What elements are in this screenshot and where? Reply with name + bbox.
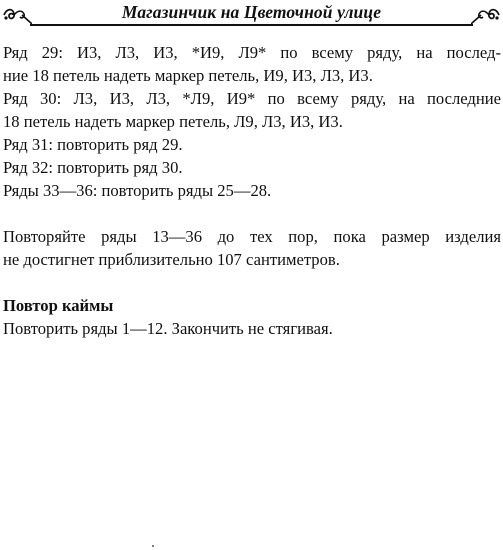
paragraph-gap <box>3 202 501 225</box>
row-31-instruction: Ряд 31: повторить ряд 29. <box>3 135 183 154</box>
right-flourish-ornament-icon <box>471 6 501 24</box>
print-speck <box>152 545 154 547</box>
border-repeat-text: Повторить ряды 1—12. Закончить не стягивая. <box>3 319 333 338</box>
repeat-note <box>3 225 501 271</box>
header-title: Магазинчик на Цветочной улице <box>121 2 382 22</box>
header-rule <box>30 24 473 26</box>
running-header <box>0 0 503 36</box>
row-30-line-1: Ряд 30: Л3, И3, Л3, *Л9, И9* по всему ряду, на последние <box>3 89 501 108</box>
paragraph-gap <box>3 271 501 294</box>
row-29-line-2: ние 18 петель надеть маркер петель, И9, И3, Л3, И3. <box>3 66 373 85</box>
row-32-instruction: Ряд 32: повторить ряд 30. <box>3 158 183 177</box>
page-body <box>3 41 501 340</box>
row-29-line-1: Ряд 29: И3, Л3, И3, *И9, Л9* по всему ряду, на послед- <box>3 43 501 62</box>
rows-33-36-instruction: Ряды 33—36: повторить ряды 25—28. <box>3 181 272 200</box>
repeat-note-line-2: не достигнет приблизительно 107 сантиметров. <box>3 250 340 269</box>
border-repeat-heading: Повтор каймы <box>3 296 114 315</box>
row-30-instruction <box>3 87 501 133</box>
repeat-note-line-1: Повторяйте ряды 13—36 до тех пор, пока размер изделия <box>3 227 501 246</box>
row-29-instruction <box>3 41 501 87</box>
row-30-line-2: 18 петель надеть маркер петель, Л9, Л3, И3, И3. <box>3 112 343 131</box>
